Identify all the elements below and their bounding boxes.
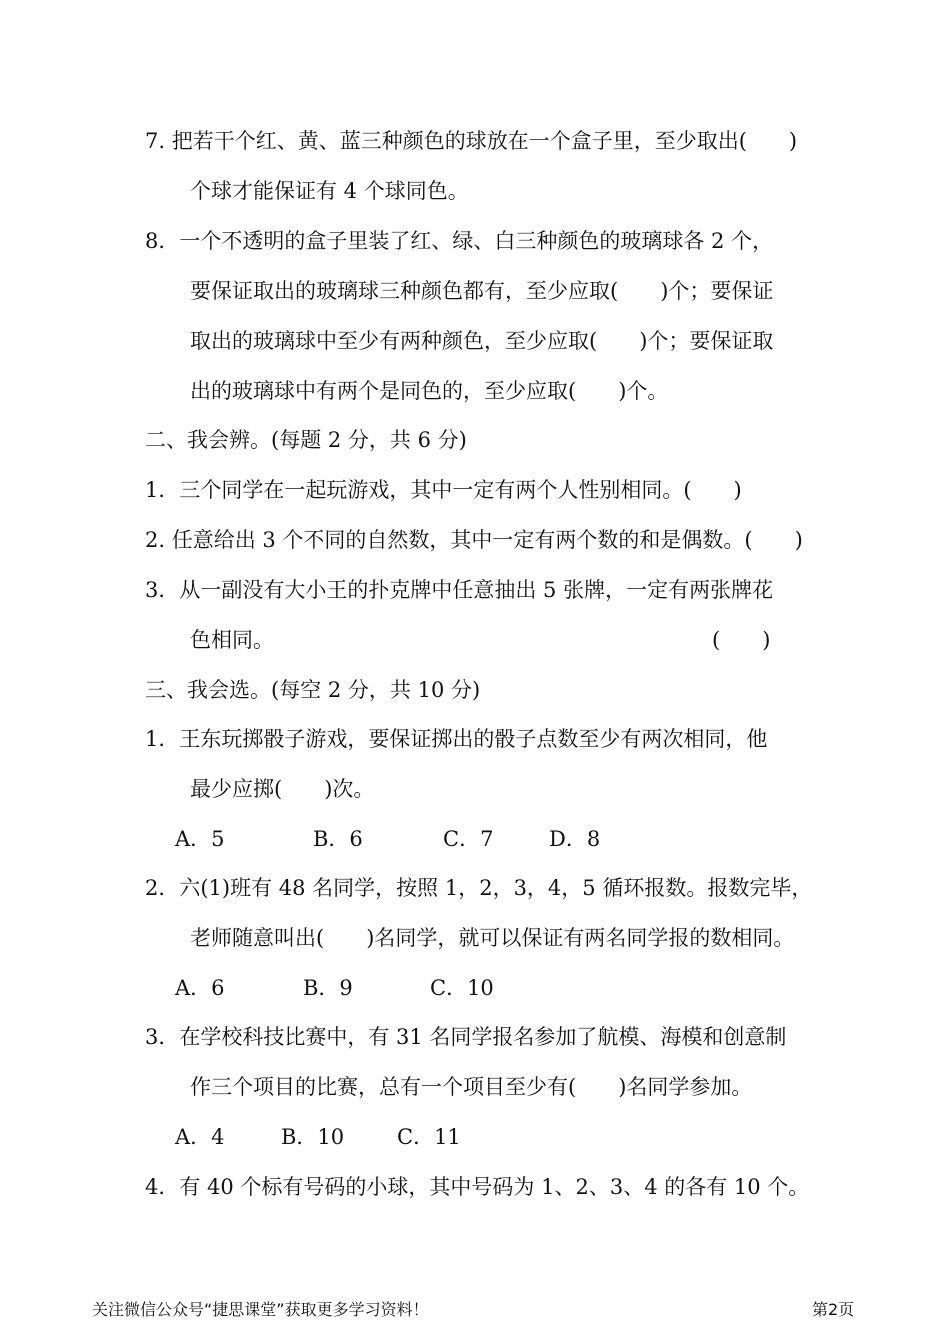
q7-line1: 7. 把若干个红、黄、蓝三种颜色的球放在一个盒子里，至少取出( ): [145, 129, 798, 153]
option-c: C．11: [397, 1125, 461, 1149]
s3-q1-line1: 1．王东玩掷骰子游戏，要保证掷出的骰子点数至少有两次相同，他: [145, 727, 768, 751]
s2-q2: 2. 任意给出 3 个不同的自然数，其中一定有两个数的和是偶数。( ): [145, 528, 803, 552]
option-c: C．7: [443, 827, 494, 851]
s3-q1-line2: 最少应掷( )次。: [190, 777, 375, 801]
s2-q3-line2: 色相同。: [190, 628, 274, 652]
option-a: A．4: [175, 1125, 225, 1149]
s3-q3-line2: 作三个项目的比赛，总有一个项目至少有( )名同学参加。: [190, 1075, 753, 1099]
q8-line4: 出的玻璃球中有两个是同色的，至少应取( )个。: [190, 379, 669, 403]
s3-q4-line1: 4．有 40 个标有号码的小球，其中号码为 1、2、3、4 的各有 10 个。: [145, 1175, 810, 1199]
footer-note: 关注微信公众号“捷思课堂”获取更多学习资料！: [92, 1300, 429, 1319]
s2-q3-line1: 3．从一副没有大小王的扑克牌中任意抽出 5 张牌，一定有两张牌花: [145, 578, 774, 602]
section2-heading: 二、我会辨。(每题 2 分，共 6 分): [145, 428, 467, 452]
option-b: B．9: [303, 976, 353, 1000]
page-number: 第2页: [812, 1300, 855, 1319]
option-b: B．6: [313, 827, 363, 851]
s2-q1: 1．三个同学在一起玩游戏，其中一定有两个人性别相同。( ): [145, 478, 742, 502]
s3-q2-line2: 老师随意叫出( )名同学，就可以保证有两名同学报的数相同。: [190, 926, 795, 950]
s3-q2-line1: 2．六(1)班有 48 名同学，按照 1，2，3，4，5 循环报数。报数完毕，: [145, 876, 813, 900]
option-a: A．5: [175, 827, 225, 851]
s2-q3-answer-paren: ( ): [712, 628, 771, 652]
section3-heading: 三、我会选。(每空 2 分，共 10 分): [145, 678, 481, 702]
s3-q3-line1: 3．在学校科技比赛中，有 31 名同学报名参加了航模、海模和创意制: [145, 1025, 787, 1049]
q7-line2: 个球才能保证有 4 个球同色。: [190, 179, 469, 203]
q8-line2: 要保证取出的玻璃球三种颜色都有，至少应取( )个；要保证: [190, 279, 774, 303]
option-a: A．6: [175, 976, 225, 1000]
option-c: C．10: [430, 976, 494, 1000]
option-d: D．8: [549, 827, 601, 851]
q8-line3: 取出的玻璃球中至少有两种颜色，至少应取( )个；要保证取: [190, 329, 774, 353]
q8-line1: 8．一个不透明的盒子里装了红、绿、白三种颜色的玻璃球各 2 个，: [145, 229, 774, 253]
option-b: B．10: [281, 1125, 345, 1149]
